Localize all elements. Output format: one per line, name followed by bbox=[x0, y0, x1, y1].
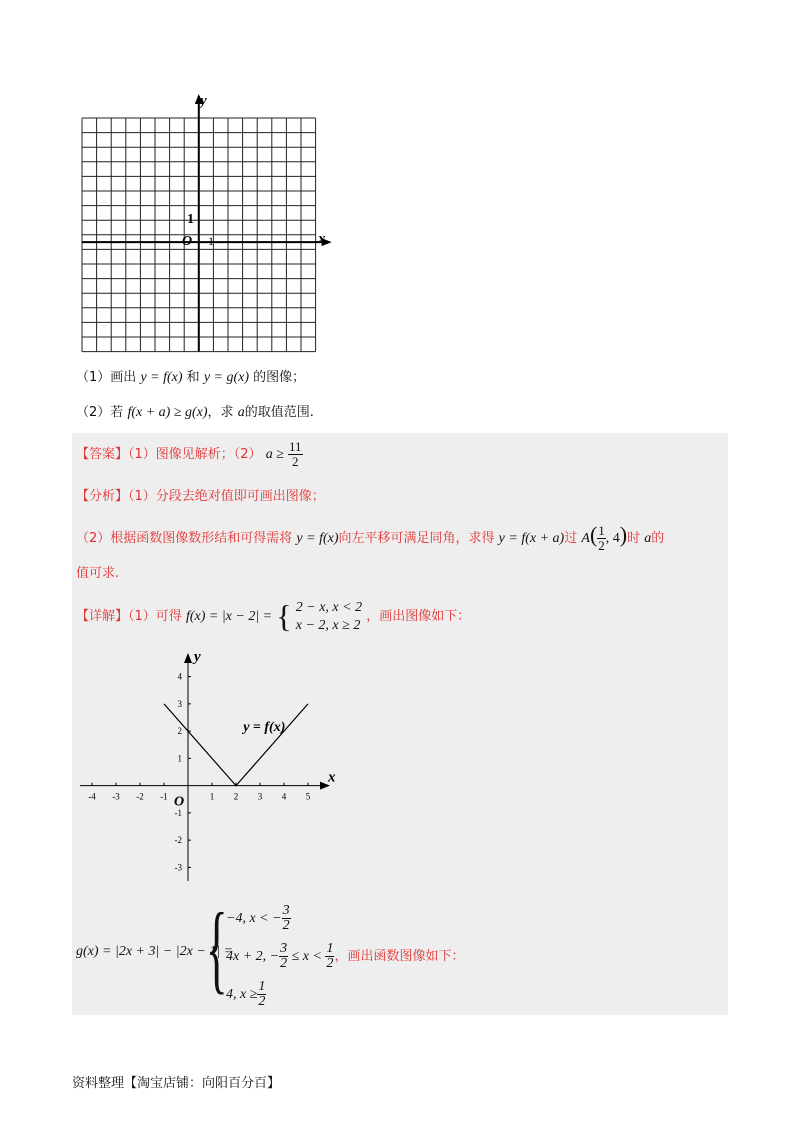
analysis-tag: 【分析】 bbox=[76, 489, 129, 504]
chart-x-tick-label: 2 bbox=[233, 791, 239, 802]
q1-f-expr: y = f(x) bbox=[140, 370, 183, 385]
chart-y-arrow bbox=[184, 653, 192, 663]
grid-y-label: y bbox=[200, 93, 207, 109]
series-line-fx bbox=[164, 704, 308, 786]
chart-y-tick-label: -3 bbox=[174, 862, 182, 873]
question-2: （2）若 f(x + a) ≥ g(x)，求 a的取值范围. bbox=[76, 405, 314, 420]
chart-y-tick-label: -1 bbox=[174, 807, 182, 818]
q1-g-expr: y = g(x) bbox=[203, 370, 250, 385]
q2-inequality: f(x + a) ≥ g(x) bbox=[127, 405, 208, 420]
fx-definition: f(x) = |x − 2| = bbox=[185, 609, 273, 624]
grid-x-label: x bbox=[318, 231, 326, 247]
grid-unit-x: 1 bbox=[208, 234, 214, 248]
chart-x-tick-label: 3 bbox=[257, 791, 263, 802]
gx-case-3: 4, x ≥ $\frac{1}{2}$ bbox=[226, 979, 266, 1010]
grid-lines bbox=[82, 94, 332, 352]
chart-x-tick-label: -4 bbox=[88, 791, 96, 802]
chart-x-tick-label: 1 bbox=[209, 791, 215, 802]
gx-case-2: 4x + 2, − $\frac{3}{2}$ ≤ x < $\frac{1}{2}$ ，画出函数图像如下： bbox=[226, 941, 465, 972]
chart-x-tick-label: 4 bbox=[281, 791, 287, 802]
footer-text: 资料整理【淘宝店铺：向阳百分百】 bbox=[72, 1076, 281, 1091]
chart-x-tick-label: -1 bbox=[160, 791, 168, 802]
grid-origin-label: O bbox=[182, 234, 193, 249]
answer-tag: 【答案】 bbox=[76, 447, 129, 462]
fx-case-2: x − 2, x ≥ 2 bbox=[295, 617, 361, 633]
chart-root bbox=[80, 649, 336, 881]
chart-x-tick-label: -3 bbox=[112, 791, 120, 802]
gx-case-1: −4, x < − $\frac{3}{2}$ bbox=[226, 903, 290, 934]
fx-case-1: 2 − x, x < 2 bbox=[295, 599, 363, 615]
chart-y-tick-label: 4 bbox=[177, 671, 182, 682]
coordinate-grid-figure bbox=[70, 88, 350, 358]
chart-y-tick-label: 2 bbox=[177, 726, 182, 737]
chart-y-tick-label: 1 bbox=[177, 753, 182, 764]
analysis-line-3: 值可求. bbox=[76, 566, 120, 581]
question-1: （1）画出 y = f(x) 和 y = g(x) 的图像； bbox=[76, 370, 306, 385]
gx-definition: g(x) = |2x + 3| − |2x − 1| = bbox=[76, 944, 234, 959]
chart-y-tick-label: 3 bbox=[177, 698, 182, 709]
analysis-line-2: （2）根据函数图像数形结和可得需将 y = f(x)向左平移可满足同角，求得 y = f(x + a)过 A( $\frac{1}{2}$ , 4)时 a的 bbox=[76, 522, 665, 553]
chart-x-tick-label: -2 bbox=[136, 791, 144, 802]
chart-origin-label: O bbox=[174, 794, 185, 810]
series-label-fx: y = f(x) bbox=[243, 720, 286, 736]
chart-y-label: y bbox=[194, 649, 201, 665]
grid-unit-y: 1 bbox=[187, 212, 194, 227]
detail-line-1: 【详解】（1）可得 f(x) = |x − 2| = { 2 − x, x < 2 x − 2, x ≥ 2 ，画出图像如下： bbox=[76, 598, 471, 634]
gx-cases bbox=[226, 900, 464, 1014]
analysis-line-1: 【分析】（1）分段去绝对值即可画出图像； bbox=[76, 489, 325, 504]
chart-x-tick-label: 5 bbox=[305, 791, 311, 802]
chart-y-tick-label: -2 bbox=[174, 835, 182, 846]
answer-line: 【答案】（1）图像见解析；（2） a ≥ $\frac{11}{2}$ bbox=[76, 439, 302, 469]
fx-chart bbox=[76, 645, 346, 890]
detail-tag: 【详解】 bbox=[76, 609, 129, 624]
chart-x-label: x bbox=[328, 769, 336, 786]
answer-fraction: $\frac{11}{2}$ bbox=[289, 439, 302, 469]
